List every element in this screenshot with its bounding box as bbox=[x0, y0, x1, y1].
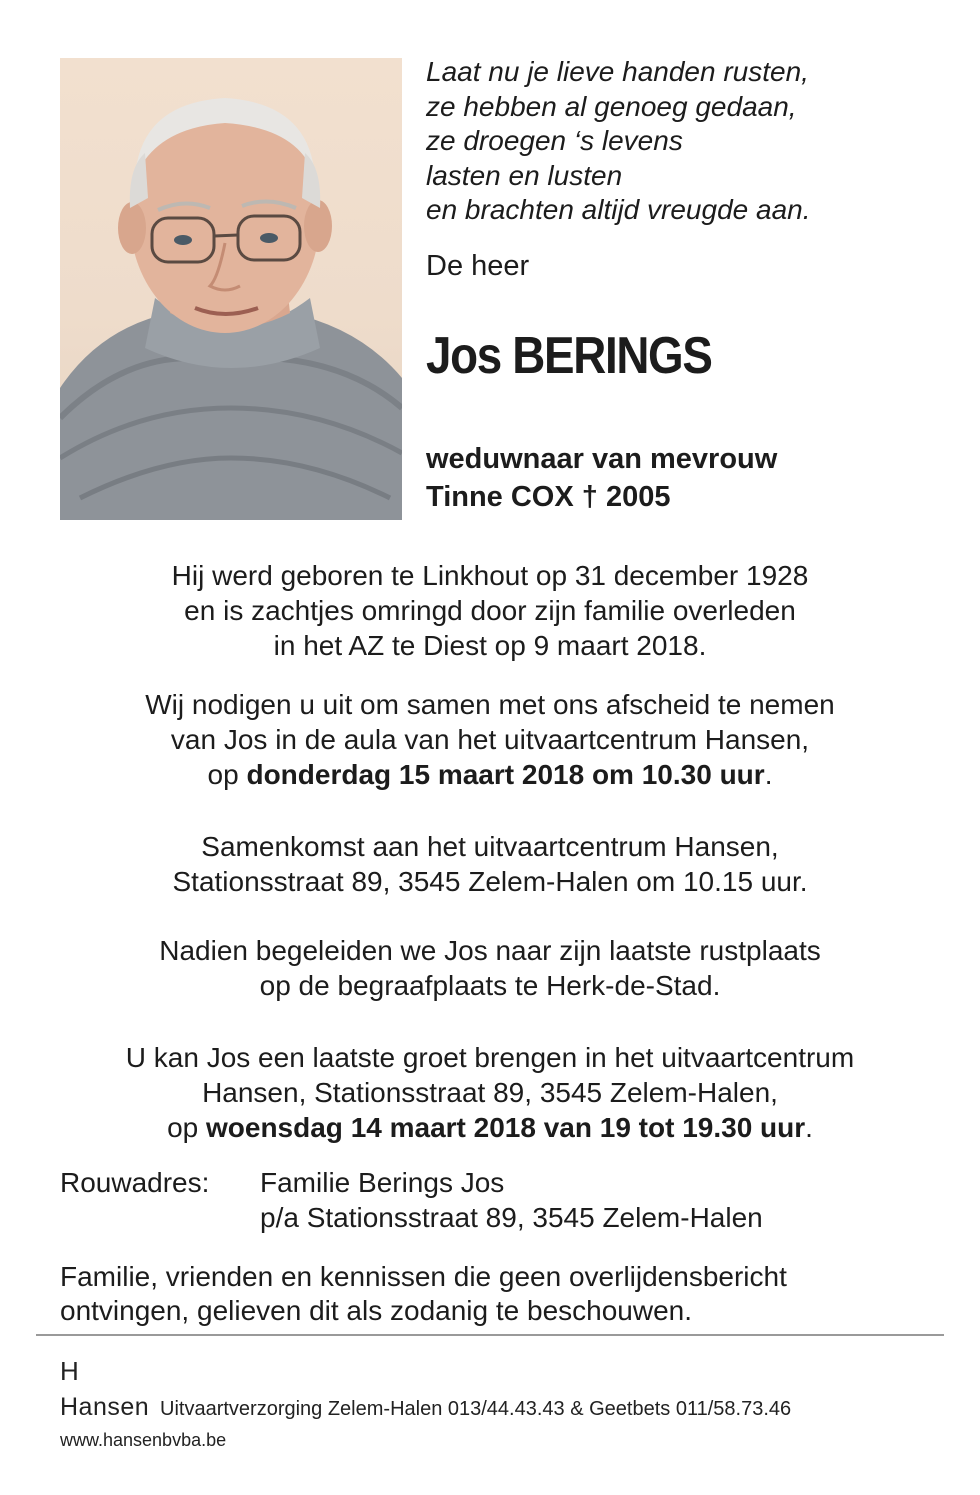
ceremony-invitation bbox=[20, 687, 960, 792]
gathering-paragraph bbox=[20, 829, 960, 899]
ceremony-date: donderdag 15 maart 2018 om 10.30 uur bbox=[246, 759, 765, 790]
address-label: Rouwadres: bbox=[60, 1167, 210, 1198]
text-line bbox=[20, 757, 960, 792]
poem-line: Laat nu je lieve handen rusten, bbox=[426, 56, 809, 87]
text-line bbox=[20, 1110, 960, 1145]
portrait-photo bbox=[60, 58, 402, 520]
text-line: van Jos in de aula van het uitvaartcentrum Hansen, bbox=[170, 724, 810, 755]
hansen-logo bbox=[60, 1358, 170, 1422]
divider bbox=[36, 1334, 944, 1336]
address-value bbox=[260, 1165, 763, 1235]
address-line: Familie Berings Jos bbox=[260, 1167, 505, 1198]
text-line: op de begraafplaats te Herk-de-Stad. bbox=[259, 970, 721, 1001]
birth-death-paragraph bbox=[20, 558, 960, 663]
text-fragment: op bbox=[207, 759, 247, 790]
website-link[interactable]: www.hansenbvba.be bbox=[60, 1430, 227, 1450]
address-line: p/a Stationsstraat 89, 3545 Zelem-Halen bbox=[260, 1202, 763, 1233]
text-line: Nadien begeleiden we Jos naar zijn laatste rustplaats bbox=[159, 935, 821, 966]
text-line: Samenkomst aan het uitvaartcentrum Hansen, bbox=[201, 831, 779, 862]
portrait-illustration bbox=[60, 58, 402, 520]
poem-line: ze hebben al genoeg gedaan, bbox=[426, 90, 797, 122]
burial-paragraph bbox=[20, 933, 960, 1003]
text-fragment: . bbox=[764, 759, 773, 790]
text-fragment: op bbox=[167, 1112, 206, 1143]
poem-line: ze droegen ‘s levens bbox=[426, 125, 683, 156]
honorific: De heer bbox=[426, 250, 530, 282]
spouse-line: weduwnaar van mevrouw bbox=[426, 443, 778, 475]
text-line: Stationsstraat 89, 3545 Zelem-Halen om 10.15 uur. bbox=[172, 866, 808, 897]
visitation-date: woensdag 14 maart 2018 van 19 tot 19.30 uur bbox=[206, 1112, 806, 1143]
deceased-name: Jos BERINGS bbox=[426, 327, 712, 385]
memorial-poem bbox=[426, 55, 811, 228]
text-line: Hansen, Stationsstraat 89, 3545 Zelem-Halen, bbox=[202, 1077, 778, 1108]
spouse-info bbox=[426, 440, 777, 516]
text-line: in het AZ te Diest op 9 maart 2018. bbox=[273, 630, 707, 661]
funeral-home-contact: Uitvaartverzorging Zelem-Halen 013/44.43.43 & Geetbets 011/58.73.46 bbox=[160, 1398, 792, 1420]
poem-line: en brachten altijd vreugde aan. bbox=[426, 194, 811, 225]
text-fragment: . bbox=[805, 1112, 813, 1143]
logo-mark: H bbox=[60, 1356, 79, 1386]
logo-wordmark: Hansen bbox=[60, 1393, 150, 1421]
visitation-paragraph bbox=[20, 1040, 960, 1145]
family-note bbox=[60, 1260, 787, 1328]
spouse-line: Tinne COX † 2005 bbox=[426, 481, 671, 513]
text-line: Hij werd geboren te Linkhout op 31 december 1928 bbox=[171, 560, 809, 591]
text-line: ontvingen, gelieven dit als zodanig te beschouwen. bbox=[60, 1295, 692, 1326]
poem-line: lasten en lusten bbox=[426, 159, 623, 191]
text-line: Wij nodigen u uit om samen met ons afscheid te nemen bbox=[145, 689, 835, 720]
text-line: en is zachtjes omringd door zijn familie overleden bbox=[184, 595, 796, 626]
text-line: U kan Jos een laatste groet brengen in het uitvaartcentrum bbox=[125, 1042, 855, 1073]
text-line: Familie, vrienden en kennissen die geen overlijdensbericht bbox=[60, 1261, 787, 1292]
